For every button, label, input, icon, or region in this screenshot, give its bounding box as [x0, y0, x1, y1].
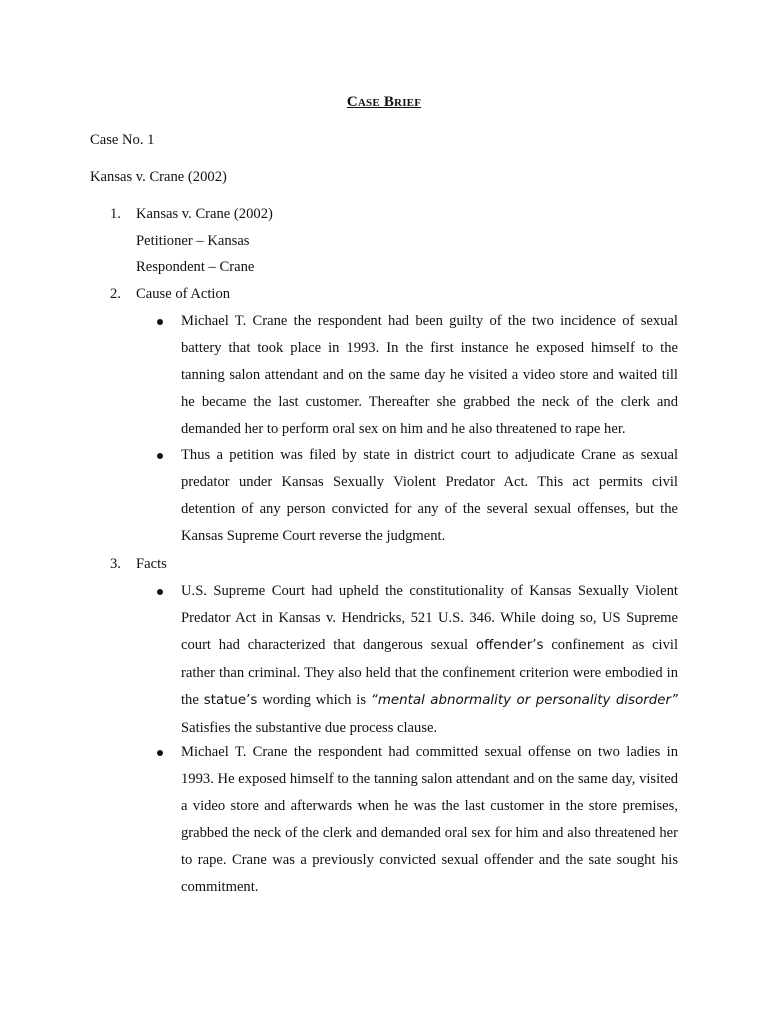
section-number: 2. [110, 286, 121, 302]
section-heading: Cause of Action [136, 286, 231, 302]
bullet-icon [156, 452, 164, 460]
cause-of-action-paragraph-2: Thus a petition was filed by state in district court to adjudicate Crane as sexual predator under Kansas Sexually Violent Predator Act. This act permits civil detention of any person convicted for any of the several sexual offenses, but the Kansas Supreme Court reverse the judgment. [181, 447, 678, 544]
respondent-line: Respondent – Crane [136, 259, 255, 275]
facts-paragraph-1: U.S. Supreme Court had upheld the constitutionality of Kansas Sexually Violent Predator Act in Kansas v. Hendricks, 521 U.S. 346. While doing so, US Supreme court had characterized that dangerous sexual offender’s confinement as civil rather than criminal. They also held that the confinement criterion were embodied in the statue’s wording which is “mental abnormality or personality disorder” Satisfies the substantive due process clause. [181, 583, 679, 736]
section-1-heading [110, 205, 273, 223]
section-number: 3. [110, 556, 121, 572]
section-heading: Facts [136, 556, 167, 572]
case-name: Kansas v. Crane (2002) [90, 169, 227, 185]
case-number: Case No. 1 [90, 132, 155, 148]
bullet-icon [156, 749, 164, 757]
section-number: 1. [110, 206, 121, 222]
document-title: Case Brief [346, 94, 422, 110]
bullet-icon [156, 588, 164, 596]
petitioner-line: Petitioner – Kansas [136, 233, 250, 249]
bullet-icon [156, 318, 164, 326]
section-2-heading [110, 285, 230, 303]
section-heading: Kansas v. Crane (2002) [136, 206, 273, 222]
section-3-heading [110, 555, 167, 573]
cause-of-action-paragraph-1: Michael T. Crane the respondent had been guilty of the two incidence of sexual battery that took place in 1993. In the first instance he exposed himself to the tanning salon attendant and on the same day he visited a video store and waited till he became the last customer. Thereafter she grabbed the neck of the clerk and demanded her to perform oral sex on him and he also threatened to rape her. [181, 313, 678, 437]
facts-paragraph-2: Michael T. Crane the respondent had committed sexual offense on two ladies in 1993. He exposed himself to the tanning salon attendant and on the same day, visited a video store and afterwards when he was the last customer in the store premises, grabbed the neck of the clerk and demanded oral sex for him and also threatened her to rape. Crane was a previously convicted sexual offender and the sate sought his commitment. [181, 744, 678, 895]
